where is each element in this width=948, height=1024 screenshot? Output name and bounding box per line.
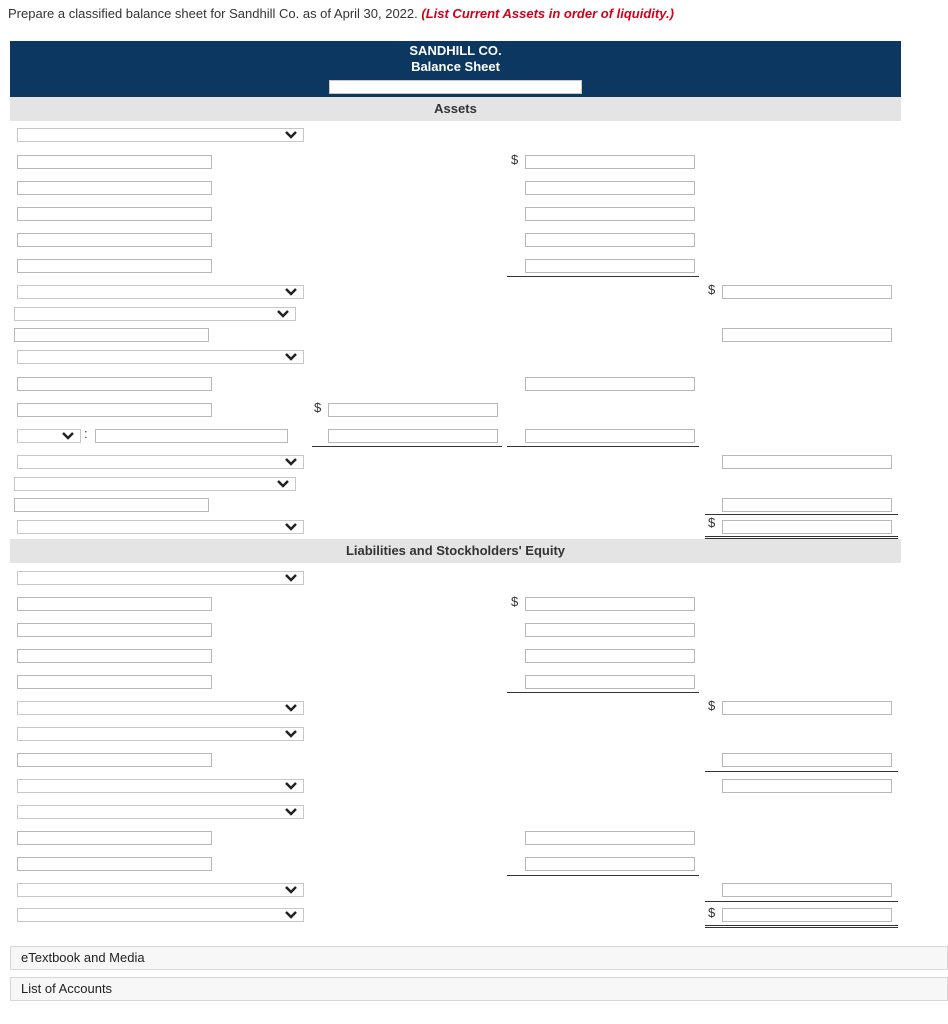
account-select[interactable] (17, 908, 304, 922)
account-input[interactable] (17, 155, 212, 169)
account-select[interactable] (17, 455, 304, 469)
account-input[interactable] (95, 429, 288, 443)
underline (312, 446, 502, 447)
liabilities-section-heading: Liabilities and Stockholders' Equity (10, 539, 901, 563)
dollar-sign: $ (708, 515, 716, 530)
chevron-down-icon (283, 701, 299, 715)
amount-input[interactable] (722, 285, 892, 299)
amount-input[interactable] (722, 701, 892, 715)
account-select[interactable] (17, 350, 304, 364)
amount-input[interactable] (525, 429, 695, 443)
assets-section-heading: Assets (10, 97, 901, 121)
date-select[interactable] (329, 80, 582, 94)
amount-input[interactable] (525, 649, 695, 663)
account-select[interactable] (17, 727, 304, 741)
account-input[interactable] (14, 498, 209, 512)
chevron-down-icon (283, 727, 299, 741)
list-of-accounts-link[interactable]: List of Accounts (10, 977, 948, 1001)
account-input[interactable] (17, 597, 212, 611)
amount-input[interactable] (525, 233, 695, 247)
account-select[interactable] (17, 520, 304, 534)
underline (507, 875, 699, 876)
chevron-down-icon (283, 779, 299, 793)
underline (705, 901, 898, 902)
amount-input[interactable] (525, 207, 695, 221)
company-name: SANDHILL CO. (409, 43, 502, 58)
amount-input[interactable] (722, 498, 892, 512)
chevron-down-icon (283, 285, 299, 299)
account-select[interactable] (17, 779, 304, 793)
account-input[interactable] (17, 623, 212, 637)
account-input[interactable] (17, 233, 212, 247)
account-select[interactable] (17, 285, 304, 299)
etextbook-link[interactable]: eTextbook and Media (10, 946, 948, 970)
chevron-down-icon (283, 805, 299, 819)
account-input[interactable] (17, 675, 212, 689)
account-input[interactable] (17, 259, 212, 273)
chevron-down-icon (60, 429, 76, 443)
amount-input[interactable] (525, 675, 695, 689)
account-input[interactable] (17, 831, 212, 845)
account-input[interactable] (17, 207, 212, 221)
instruction-note: (List Current Assets in order of liquidity.) (421, 6, 674, 21)
dollar-sign: $ (708, 698, 716, 713)
account-select[interactable] (17, 429, 81, 443)
amount-input[interactable] (525, 155, 695, 169)
chevron-down-icon (283, 128, 299, 142)
underline (705, 514, 898, 515)
amount-input[interactable] (525, 623, 695, 637)
amount-input[interactable] (722, 520, 892, 534)
amount-input[interactable] (525, 831, 695, 845)
chevron-down-icon (275, 307, 291, 321)
account-input[interactable] (17, 753, 212, 767)
account-input[interactable] (17, 649, 212, 663)
account-select[interactable] (14, 307, 296, 321)
double-underline (705, 925, 898, 928)
amount-input[interactable] (722, 753, 892, 767)
amount-input[interactable] (525, 597, 695, 611)
account-select[interactable] (17, 701, 304, 715)
statement-title: Balance Sheet (411, 59, 500, 74)
account-input[interactable] (17, 403, 212, 417)
amount-input[interactable] (722, 779, 892, 793)
amount-input[interactable] (525, 377, 695, 391)
account-input[interactable] (17, 181, 212, 195)
amount-input[interactable] (328, 403, 498, 417)
amount-input[interactable] (525, 857, 695, 871)
amount-input[interactable] (525, 259, 695, 273)
amount-input[interactable] (722, 455, 892, 469)
underline (705, 771, 898, 772)
amount-input[interactable] (722, 883, 892, 897)
account-select[interactable] (17, 805, 304, 819)
dollar-sign: $ (511, 152, 519, 167)
chevron-down-icon (283, 350, 299, 364)
account-select[interactable] (17, 571, 304, 585)
amount-input[interactable] (525, 181, 695, 195)
underline (507, 446, 699, 447)
underline (507, 276, 699, 277)
account-input[interactable] (14, 328, 209, 342)
amount-input[interactable] (328, 429, 498, 443)
account-select[interactable] (17, 128, 304, 142)
chevron-down-icon (275, 477, 291, 491)
account-input[interactable] (17, 377, 212, 391)
underline (507, 692, 699, 693)
instruction-text: Prepare a classified balance sheet for Sandhill Co. as of April 30, 2022. (List Current Assets in order of liquidity.) (8, 6, 674, 21)
account-select[interactable] (14, 477, 296, 491)
dollar-sign: $ (314, 400, 322, 415)
account-select[interactable] (17, 883, 304, 897)
dollar-sign: $ (708, 282, 716, 297)
amount-input[interactable] (722, 328, 892, 342)
chevron-down-icon (283, 908, 299, 922)
chevron-down-icon (283, 455, 299, 469)
dollar-sign: $ (511, 594, 519, 609)
chevron-down-icon (283, 571, 299, 585)
double-underline (705, 536, 898, 539)
dollar-sign: $ (708, 905, 716, 920)
colon-label: : (84, 426, 88, 441)
chevron-down-icon (283, 520, 299, 534)
chevron-down-icon (283, 883, 299, 897)
account-input[interactable] (17, 857, 212, 871)
amount-input[interactable] (722, 908, 892, 922)
